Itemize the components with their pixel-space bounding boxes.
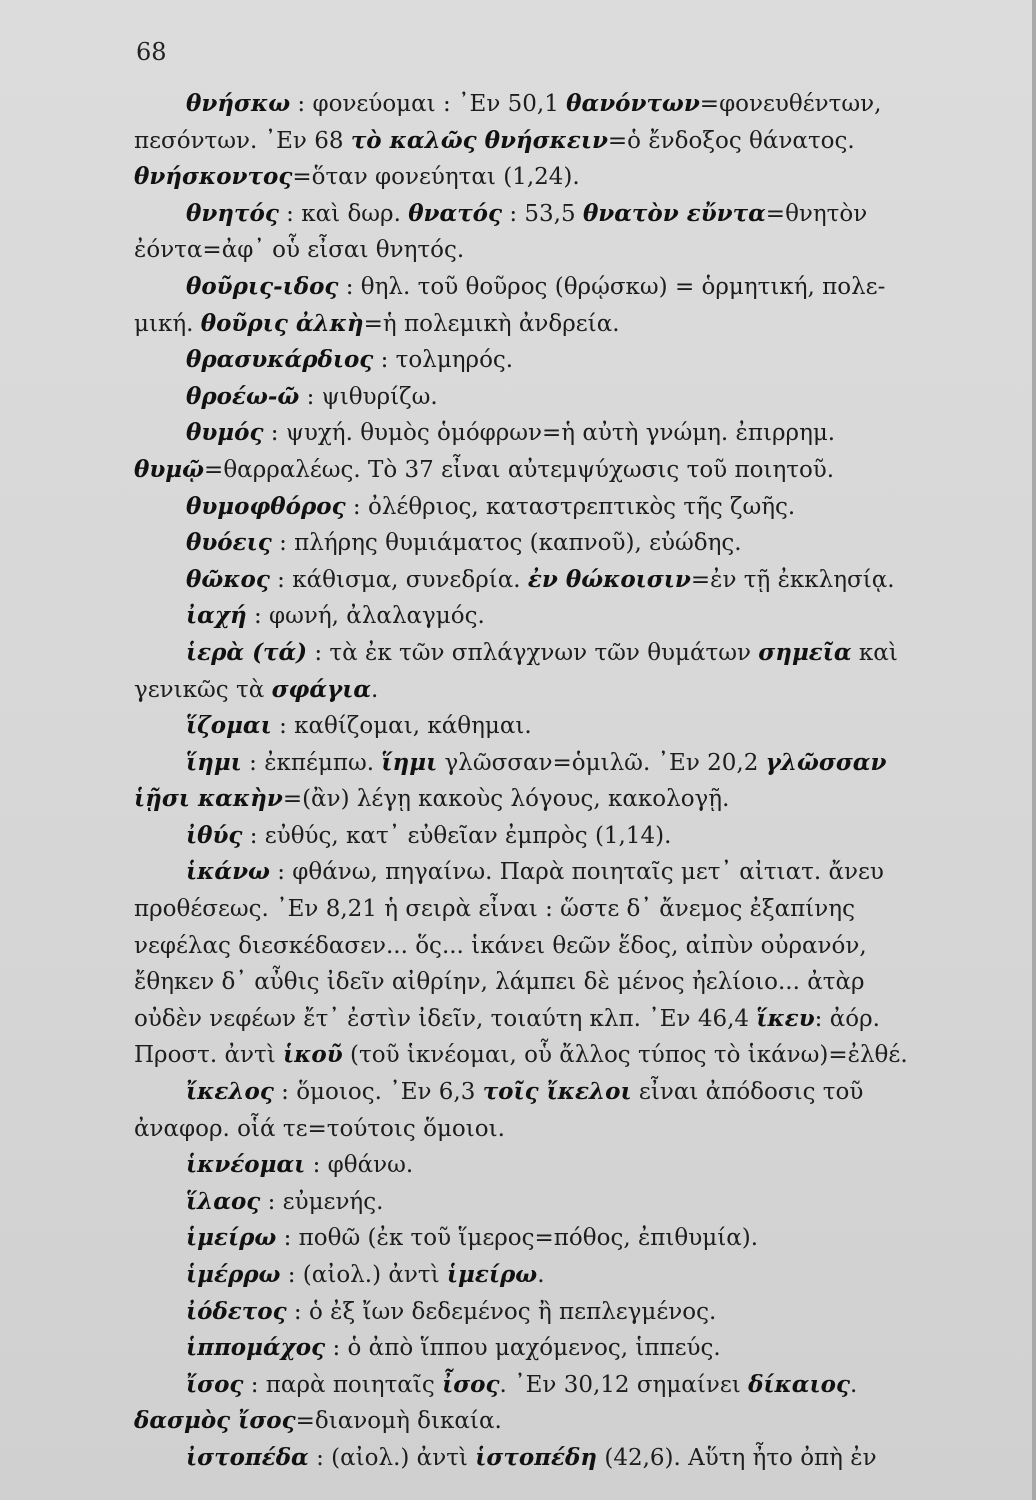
definition-text: : φθάνω, πηγαίνω. Παρὰ ποιηταῖς μετ᾽ αἰτιατ. ἄνευ bbox=[269, 859, 884, 886]
text-line bbox=[134, 1257, 1020, 1294]
definition-text: νεφέλας διεσκέδασεν... ὅς... ἱκάνει θεῶν ἕδος, αἰπὺν οὐρανόν, bbox=[134, 932, 867, 959]
definition-text: : φονεύομαι : ᾽Εν 50,1 bbox=[290, 91, 567, 117]
headword: ἱερὰ (τά) bbox=[186, 638, 308, 666]
definition-text: (42,6). Αὕτη ἦτο ὀπὴ ἐν bbox=[597, 1444, 877, 1471]
dictionary-entries bbox=[134, 86, 1020, 1477]
text-line bbox=[134, 1037, 1020, 1074]
definition-text: γενικῶς τὰ bbox=[134, 676, 272, 703]
headword: ἵημι bbox=[186, 748, 242, 776]
text-line bbox=[134, 1147, 1020, 1184]
text-line bbox=[134, 415, 1020, 452]
headword: θυμοφθόρος bbox=[186, 492, 346, 520]
headword: ἴκελος bbox=[186, 1078, 274, 1106]
text-line bbox=[134, 342, 1020, 379]
text-line bbox=[134, 196, 1020, 233]
headword: ἴσος bbox=[186, 1370, 244, 1398]
text-line bbox=[134, 159, 1020, 196]
headword: ἰαχή bbox=[186, 602, 247, 630]
text-line bbox=[134, 489, 1020, 526]
definition-text: : ὀλέθριος, καταστρεπτικὸς τῆς ζωῆς. bbox=[345, 493, 796, 520]
text-line bbox=[134, 525, 1020, 562]
definition-text: . bbox=[537, 1262, 545, 1288]
text-line bbox=[134, 1403, 1020, 1440]
headword: θνήσκω bbox=[186, 90, 291, 117]
definition-text: =θνητὸν bbox=[765, 200, 868, 227]
text-line bbox=[134, 1001, 1020, 1038]
text-line bbox=[134, 854, 1020, 891]
definition-text: : 53,5 bbox=[502, 200, 583, 227]
definition-text: : εὐθύς, κατ᾽ εὐθεῖαν ἐμπρὸς (1,14). bbox=[242, 822, 672, 849]
headword: θροέω-ῶ bbox=[186, 382, 300, 410]
text-line bbox=[134, 1111, 1020, 1148]
headword: γλῶσσαν bbox=[765, 748, 887, 776]
text-line bbox=[134, 964, 1020, 1001]
headword: θρασυκάρδιος bbox=[186, 346, 374, 374]
headword: δασμὸς ἴσος bbox=[134, 1407, 296, 1435]
headword: τὸ καλῶς θνήσκειν bbox=[350, 126, 608, 154]
definition-text: : καὶ δωρ. bbox=[278, 200, 409, 227]
headword: ἱκνέομαι bbox=[186, 1151, 306, 1179]
definition-text: : ψυχή. θυμὸς ὁμόφρων=ἡ αὐτὴ γνώμη. ἐπιρρημ. bbox=[263, 420, 836, 447]
definition-text: προθέσεως. ᾽Εν 8,21 ἡ σειρὰ εἶναι : ὥστε δ᾽ ἄνεμος ἐξαπίνης bbox=[134, 896, 855, 923]
page-edge bbox=[1032, 0, 1036, 1500]
text-line bbox=[134, 928, 1020, 965]
text-line bbox=[134, 635, 1020, 672]
headword: ἵημι bbox=[381, 748, 438, 776]
definition-text: . ᾽Εν 30,12 σημαίνει bbox=[499, 1371, 749, 1398]
definition-text: ἔθηκεν δ᾽ αὖθις ἰδεῖν αἰθρίην, λάμπει δὲ μένος ἠελίοιο... ἀτὰρ bbox=[134, 969, 865, 996]
headword: θυμῷ bbox=[134, 455, 205, 483]
text-line bbox=[134, 672, 1020, 709]
definition-text: : ὅμοιος. ᾽Εν 6,3 bbox=[273, 1079, 483, 1106]
headword: θῶκος bbox=[186, 565, 270, 593]
definition-text: : ἀόρ. bbox=[814, 1005, 880, 1032]
definition-text: : τολμηρός. bbox=[373, 347, 514, 374]
definition-text: : θηλ. τοῦ θοῦρος (θρῴσκω) = ὁρμητική, πολε- bbox=[338, 273, 886, 300]
definition-text: γλῶσσαν=ὁμιλῶ. ᾽Εν 20,2 bbox=[437, 749, 766, 776]
definition-text: =ὅταν φονεύηται (1,24). bbox=[292, 164, 580, 191]
definition-text: : (αἰολ.) ἀντὶ bbox=[308, 1444, 476, 1471]
definition-text: =ὁ ἔνδοξος θάνατος. bbox=[607, 127, 855, 154]
headword: ἰόδετος bbox=[186, 1297, 287, 1325]
text-line bbox=[134, 1367, 1020, 1404]
text-line bbox=[134, 1220, 1020, 1257]
definition-text: : καθίζομαι, κάθημαι. bbox=[271, 713, 532, 740]
definition-text: =ἡ πολεμικὴ ἀνδρεία. bbox=[363, 310, 620, 337]
text-line bbox=[134, 1440, 1020, 1477]
definition-text: : τὰ ἐκ τῶν σπλάγχνων τῶν θυμάτων bbox=[307, 639, 759, 666]
headword: ἵζομαι bbox=[186, 712, 272, 740]
text-line bbox=[134, 123, 1020, 160]
text-line bbox=[134, 306, 1020, 343]
definition-text: Προστ. ἀντὶ bbox=[134, 1042, 284, 1069]
headword: ἱμείρω bbox=[186, 1224, 277, 1252]
definition-text: . bbox=[849, 1371, 858, 1398]
definition-text: πεσόντων. ᾽Εν 68 bbox=[134, 127, 351, 154]
definition-text: =ἐν τῇ ἐκκλησίᾳ. bbox=[690, 566, 895, 593]
definition-text: =φονευθέντων, bbox=[699, 91, 882, 117]
text-line bbox=[134, 86, 1020, 123]
text-line bbox=[134, 781, 1020, 818]
text-line bbox=[134, 452, 1020, 489]
headword: ἱῇσι κακὴν bbox=[134, 785, 283, 813]
headword: θοῦρις ἀλκὴ bbox=[200, 309, 364, 337]
definition-text: : παρὰ ποιηταῖς bbox=[243, 1371, 443, 1398]
headword: ἱκοῦ bbox=[283, 1041, 343, 1069]
headword: ἶσος bbox=[442, 1370, 500, 1398]
text-line bbox=[134, 598, 1020, 635]
headword: δίκαιος bbox=[748, 1370, 850, 1398]
definition-text: : φωνή, ἀλαλαγμός. bbox=[246, 603, 485, 630]
text-line bbox=[134, 818, 1020, 855]
definition-text: (τοῦ ἱκνέομαι, οὗ ἄλλος τύπος τὸ ἱκάνω)=ἐλθέ. bbox=[342, 1042, 908, 1069]
definition-text: : ὁ ἐξ ἴων δεδεμένος ἢ πεπλεγμένος. bbox=[286, 1298, 717, 1325]
definition-text: : ὁ ἀπὸ ἵππου μαχόμενος, ἱππεύς. bbox=[325, 1335, 721, 1362]
text-line bbox=[134, 1294, 1020, 1331]
headword: σημεῖα bbox=[758, 638, 852, 666]
text-line bbox=[134, 269, 1020, 306]
text-line bbox=[134, 1330, 1020, 1367]
headword: ἱκάνω bbox=[186, 858, 270, 886]
headword: ἱμείρω bbox=[446, 1261, 538, 1288]
definition-text: . bbox=[371, 676, 379, 703]
definition-text: : κάθισμα, συνεδρία. bbox=[269, 566, 528, 593]
headword: θνητός bbox=[186, 199, 279, 227]
text-line bbox=[134, 379, 1020, 416]
definition-text: καὶ bbox=[851, 639, 898, 666]
definition-text: : ψιθυρίζω. bbox=[299, 383, 438, 410]
headword: θυόεις bbox=[186, 529, 272, 557]
headword: ἵλαος bbox=[186, 1187, 261, 1215]
definition-text: εἶναι ἀπόδοσις τοῦ bbox=[631, 1079, 864, 1106]
headword: σφάγια bbox=[271, 675, 372, 703]
definition-text: : εὐμενής. bbox=[260, 1188, 384, 1215]
headword: ἱππομάχος bbox=[186, 1334, 326, 1362]
text-line bbox=[134, 562, 1020, 599]
definition-text: : φθάνω. bbox=[305, 1152, 414, 1179]
definition-text: οὐδὲν νεφέων ἔτ᾽ ἐστὶν ἰδεῖν, τοιαύτη κλπ. ᾽Εν 46,4 bbox=[134, 1005, 757, 1032]
text-line bbox=[134, 1184, 1020, 1221]
text-line bbox=[134, 232, 1020, 269]
text-line bbox=[134, 708, 1020, 745]
headword: ἐν θώκοισιν bbox=[527, 565, 691, 593]
headword: τοῖς ἴκελοι bbox=[482, 1078, 632, 1106]
text-line bbox=[134, 745, 1020, 782]
headword: θυμός bbox=[186, 419, 264, 447]
headword: ἵκευ bbox=[756, 1004, 815, 1032]
definition-text: ἐόντα=ἀφ᾽ οὗ εἶσαι θνητός. bbox=[134, 237, 465, 264]
text-line bbox=[134, 891, 1020, 928]
headword: θνήσκοντος bbox=[134, 163, 293, 191]
definition-text: : ἐκπέμπω. bbox=[241, 749, 382, 776]
definition-text: =(ἂν) λέγῃ κακοὺς λόγους, κακολογῇ. bbox=[282, 786, 730, 813]
headword: θνατός bbox=[408, 199, 503, 227]
definition-text: =διανομὴ δικαία. bbox=[295, 1408, 502, 1435]
page-number: 68 bbox=[136, 38, 167, 66]
headword: θοῦρις-ιδος bbox=[186, 272, 339, 300]
definition-text: μική. bbox=[134, 310, 201, 337]
headword: ἰστοπέδα bbox=[186, 1443, 309, 1471]
headword: ἱστοπέδη bbox=[475, 1443, 598, 1471]
definition-text: : (αἰολ.) ἀντὶ bbox=[280, 1262, 447, 1288]
text-line bbox=[134, 1074, 1020, 1111]
headword: ἱμέρρω bbox=[186, 1261, 281, 1288]
definition-text: =θαρραλέως. Τὸ 37 εἶναι αὐτεμψύχωσις τοῦ ποιητοῦ. bbox=[204, 456, 835, 483]
definition-text: : ποθῶ (ἐκ τοῦ ἵμερος=πόθος, ἐπιθυμία). bbox=[276, 1225, 759, 1252]
definition-text: : πλήρης θυμιάματος (καπνοῦ), εὐώδης. bbox=[271, 530, 742, 557]
headword: θανόντων bbox=[566, 90, 700, 117]
headword: ἰθύς bbox=[186, 821, 243, 849]
headword: θνατὸν εὔντα bbox=[582, 199, 766, 227]
definition-text: ἀναφορ. οἷά τε=τούτοις ὅμοιοι. bbox=[134, 1115, 505, 1142]
